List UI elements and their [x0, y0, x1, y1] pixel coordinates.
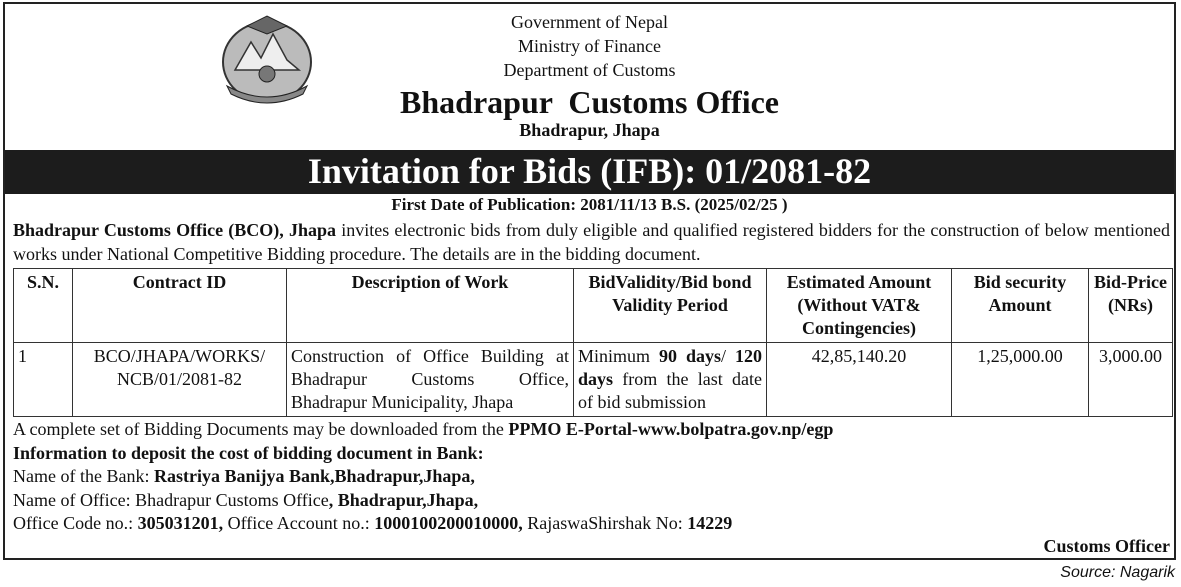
header-validity: BidValidity/Bid bond Validity Period [574, 269, 767, 343]
download-text: A complete set of Bidding Documents may be downloaded from the [13, 419, 509, 439]
cell-estimated-amount: 42,85,140.20 [767, 343, 952, 417]
cell-bid-price: 3,000.00 [1089, 343, 1173, 417]
header-description: Description of Work [287, 269, 574, 343]
intro-lead: Bhadrapur Customs Office (BCO), Jhapa [13, 220, 336, 240]
bank-name-line [13, 465, 1170, 489]
download-portal: PPMO E-Portal-www.bolpatra.gov.np/egp [508, 419, 834, 439]
bank-label: Name of the Bank: [13, 466, 154, 486]
bank-heading [13, 442, 1170, 466]
header-bid-price: Bid-Price (NRs) [1089, 269, 1173, 343]
cell-bid-security: 1,25,000.00 [952, 343, 1089, 417]
download-line [13, 418, 1170, 442]
validity-post: from the last date of bid submission [578, 369, 762, 412]
department-line: Department of Customs [503, 60, 676, 80]
code-value: 305031201, [137, 513, 224, 533]
validity-bid-days: 90 days [659, 346, 721, 366]
header-contract-id: Contract ID [73, 269, 287, 343]
rajaswa-label: RajaswaShirshak No: [522, 513, 688, 533]
office-code-line [13, 512, 1170, 536]
office-name-line [13, 489, 1170, 513]
bank-heading-text: Information to deposit the cost of bidding document in Bank: [13, 442, 484, 463]
office-location: Bhadrapur, Jhapa [519, 120, 660, 140]
code-label: Office Code no.: [13, 513, 138, 533]
intro-paragraph [13, 218, 1170, 266]
validity-bond-days: 120 days [578, 346, 762, 389]
office-label: Name of Office: Bhadrapur Customs Office [13, 489, 329, 510]
government-header [5, 10, 1174, 82]
intro-text: invites electronic bids from duly eligible and qualified registered bidders for the construction of below mentioned works under National Competitive Bidding procedure. The details are in the bidding document. [13, 220, 1170, 264]
header-sn: S.N. [14, 269, 73, 343]
header-bid-security: Bid security Amount [952, 269, 1089, 343]
table-row [14, 343, 1173, 417]
government-line: Government of Nepal [511, 12, 668, 32]
validity-pre: Minimum [578, 346, 659, 366]
publication-date: First Date of Publication: 2081/11/13 B.S. (2025/02/25 ) [391, 195, 788, 214]
office-name: Bhadrapur Customs Office [400, 84, 779, 120]
validity-separator: / [721, 346, 735, 366]
bank-information [13, 418, 1170, 536]
cell-contract-id: BCO/JHAPA/WORKS/ NCB/01/2081-82 [73, 343, 287, 417]
table-header-row [14, 269, 1173, 343]
bid-notice [3, 2, 1176, 560]
ifb-title: Invitation for Bids (IFB): 01/2081-82 [5, 150, 1174, 194]
ministry-line: Ministry of Finance [518, 36, 661, 56]
account-label: Office Account no.: [223, 513, 375, 533]
bank-value: Rastriya Banijya Bank,Bhadrapur,Jhapa, [153, 466, 475, 486]
cell-sn: 1 [14, 343, 73, 417]
cell-description: Construction of Office Building at Bhadrapur Customs Office, Bhadrapur Municipality, Jhapa [287, 343, 574, 417]
office-value: , Bhadrapur,Jhapa, [328, 489, 479, 510]
cell-validity [574, 343, 767, 417]
account-value: 1000100200010000, [374, 513, 523, 533]
source-credit: Source: Nagarik [1060, 564, 1175, 581]
bids-table [13, 268, 1173, 417]
header-estimated-amount: Estimated Amount (Without VAT& Contingencies) [767, 269, 952, 343]
rajaswa-value: 14229 [687, 513, 733, 533]
signature: Customs Officer [1043, 536, 1170, 556]
